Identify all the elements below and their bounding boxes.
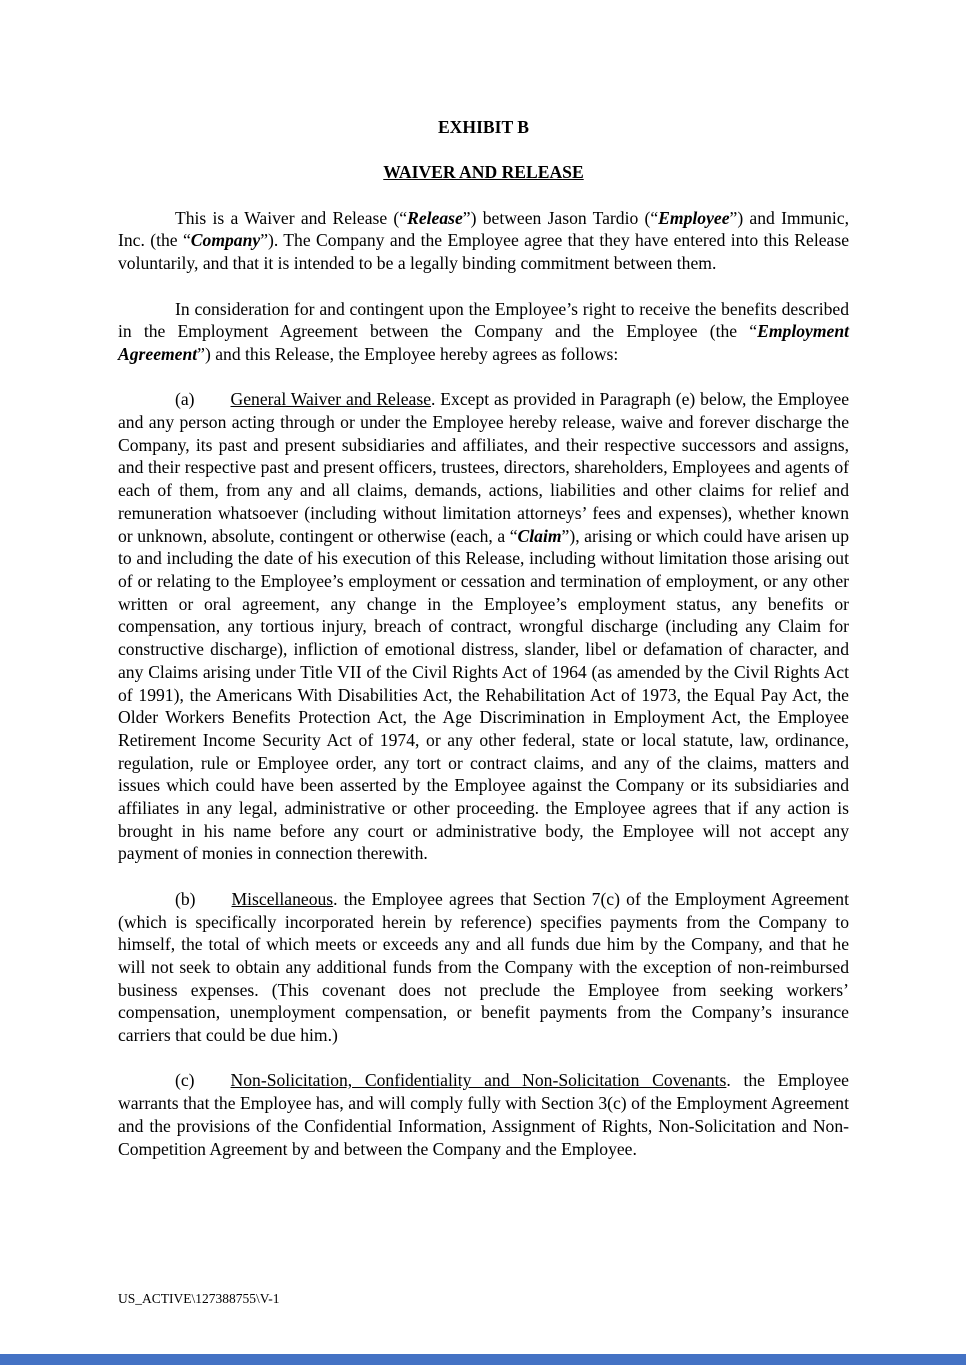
text-run: Release [407, 207, 463, 228]
text-run: ”) between Jason Tardio (“ [462, 207, 659, 228]
paragraph-consideration [118, 298, 849, 366]
exhibit-title: EXHIBIT B [437, 117, 530, 137]
clause-heading: Miscellaneous [231, 888, 334, 909]
text-run: . the Employee warrants that the Employee has, and will comply fully with Section 3(c) of the Employment Agreement and the provisions of the Confidential Information, Assignment of Rights, Non-Solicitation and Non-Competition Agreement by and between the Company and the Employee. [118, 1070, 849, 1159]
text-run: ”) and Immunic, Inc. (the “ [118, 207, 849, 251]
text-run: ”). The Company and the Employee agree that they have entered into this Release voluntarily, and that it is intended to be a legally binding commitment between them. [118, 230, 850, 274]
text-run: Company [190, 230, 261, 251]
paragraph-clause-a [118, 388, 849, 865]
text-run: Employment Agreement [118, 321, 849, 364]
document-title: WAIVER AND RELEASE [383, 162, 584, 183]
text-run: . Except as provided in Paragraph (e) below, the Employee and any person acting through or under the Employee hereby release, waive and forever discharge the Company, its past and present subsidiaries and affiliates, and their respective successors and assigns, and their respective past and present officers, trustees, directors, shareholders, Employees and agents of each of them, from any and all claims, demands, actions, liabilities and other claims for relief and remuneration whatsoever (including without limitation attorneys’ fees and expenses), whether known or unknown, absolute, contingent or otherwise (each, a “ [118, 389, 849, 546]
text-run: (a) [175, 389, 195, 410]
text-run: ”) and this Release, the Employee hereby agrees as follows: [197, 343, 619, 364]
text-run: Claim [517, 525, 562, 546]
text-run: (c) [175, 1070, 195, 1091]
text-run: This is a Waiver and Release (“ [175, 207, 408, 228]
paragraph-clause-c [118, 1069, 849, 1160]
paragraph-intro [118, 207, 849, 275]
document-body [118, 207, 849, 1160]
text-run: ”), arising or which could have arisen up to and including the date of his execution of this Release, including without limitation those arising out of or relating to the Employee’s employment or cessation and termination of employment, or any other written or oral agreement, any change in the Employee’s employment status, any benefits or compensation, any tortious injury, breach of contract, wrongful discharge (including any Claim for constructive discharge), infliction of emotional distress, slander, libel or defamation of character, and any Claims arising under Title VII of the Civil Rights Act of 1964 (as amended by the Civil Rights Act of 1991), the Americans With Disabilities Act, the Rehabilitation Act of 1973, the Equal Pay Act, the Older Workers Benefits Protection Act, the Age Discrimination in Employment Act, the Employee Retirement Income Security Act of 1974, or any other federal, state or local statute, law, ordinance, regulation, rule or Employee order, any tort or contract claims, and any of the claims, matters and issues which could have been asserted by the Employee against the Company or its subsidiaries and affiliates in any legal, administrative or other proceeding. the Employee agrees that if any action is brought in his name before any court or administrative body, the Employee will not accept any payment of monies in connection therewith. [118, 525, 849, 864]
document-control-number: US_ACTIVE\127388755\V-1 [118, 1291, 280, 1306]
text-run: Employee [658, 207, 730, 228]
clause-heading: General Waiver and Release [230, 389, 432, 410]
text-run: . the Employee agrees that Section 7(c) of the Employment Agreement (which is specifically incorporated herein by reference) specifies payments from the Company to himself, the total of which meets or exceeds any and all funds due him by the Company, and that he will not seek to obtain any additional funds from the Company with the exception of non-reimbursed business expenses. (This covenant does not preclude the Employee from seeking workers’ compensation, unemployment compensation, or benefit payments from the Company’s insurance carriers that could be due him.) [118, 888, 849, 1046]
text-run: (b) [175, 888, 196, 909]
paragraph-clause-b [118, 888, 849, 1047]
bottom-blue-bar [0, 1354, 966, 1365]
text-run: In consideration for and contingent upon the Employee’s right to receive the benefits described in the Employment Agreement between the Company and the Employee (the “ [118, 298, 849, 342]
clause-heading: Non-Solicitation, Confidentiality and Non-Solicitation Covenants [230, 1070, 727, 1091]
